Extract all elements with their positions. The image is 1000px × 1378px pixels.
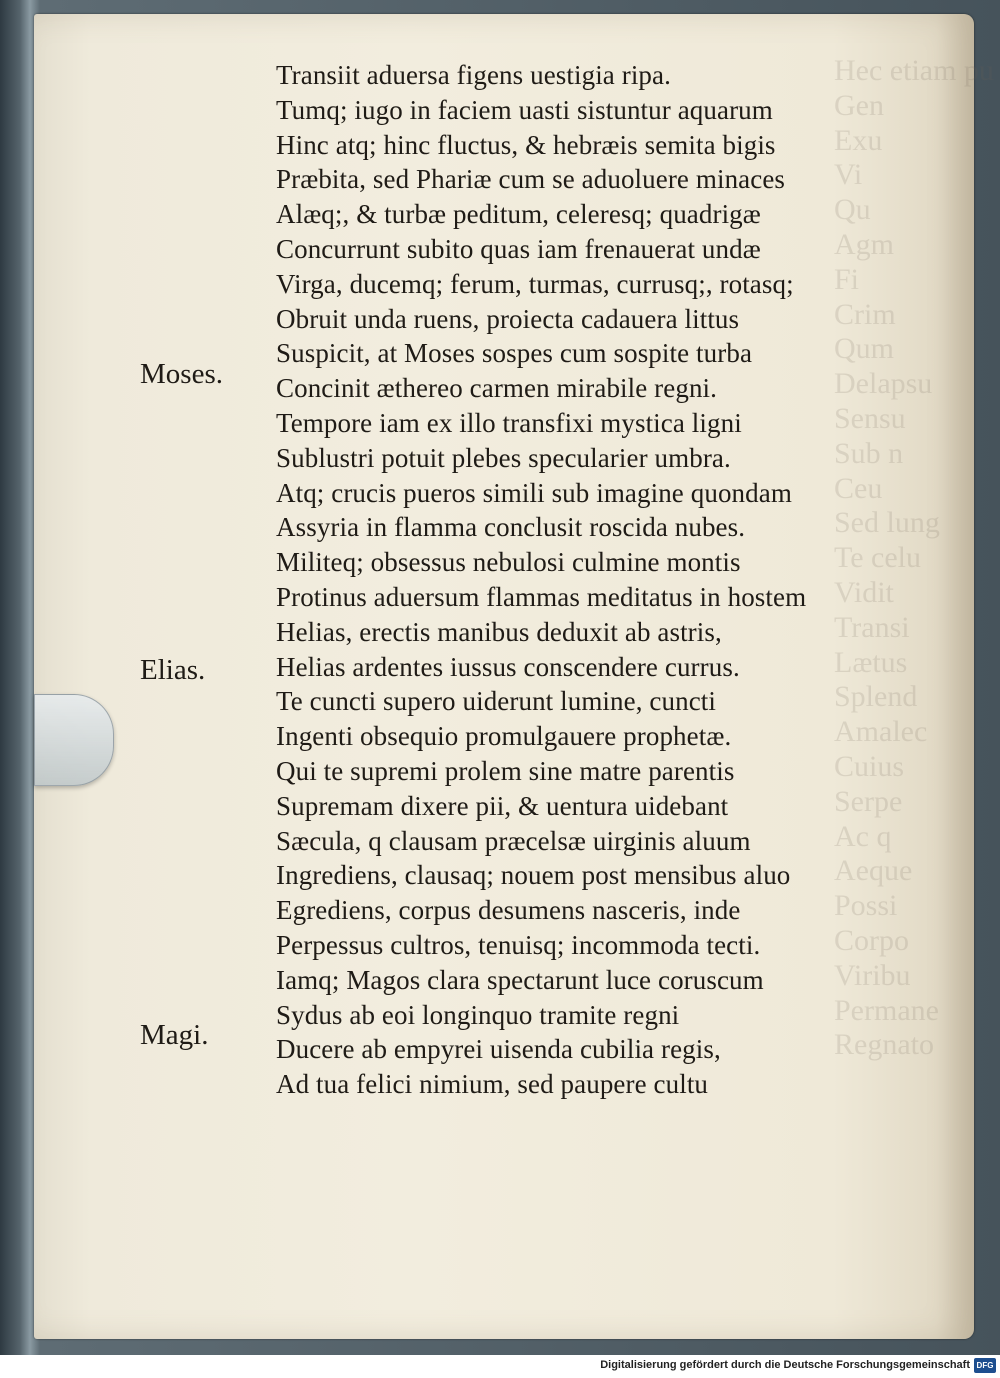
verse-line: Ad tua felici nimium, sed paupere cultu [276,1069,709,1100]
funding-credit: Digitalisierung gefördert durch die Deutsche Forschungsgemeinschaft [600,1359,970,1371]
verse-line: Egrediens, corpus desumens nasceris, inde [276,895,741,926]
verse-line: Sæcula, q clausam præcelsæ uirginis aluum [276,825,751,856]
dfg-logo-icon: DFG [974,1358,996,1373]
verse-line: Sydus ab eoi longinquo tramite regni [276,999,680,1030]
page-clip [34,694,114,786]
verse-line: Concurrunt subito quas iam frenauerat undæ [276,233,761,264]
verse-line: Virga, ducemq; ferum, turmas, currusq;, rotasq; [276,268,794,299]
verse-line: Protinus aduersum flammas meditatus in hostem [276,581,807,612]
verse-line: Obruit unda ruens, proiecta cadauera littus [276,303,740,334]
verse-line: Transiit aduersa figens uestigia ripa. [276,60,671,90]
verse-line: Tempore iam ex illo transfixi mystica ligni [276,407,742,438]
verse-line: Tumq; iugo in faciem uasti sistuntur aquarum [276,94,773,125]
verse-line: Sublustri potuit plebes specularier umbra. [276,442,731,473]
verse-line: Ingenti obsequio promulgauere prophetæ. [276,721,732,752]
verse-line: Helias ardentes iussus conscendere currus. [276,651,740,682]
footer-bar [0,1355,1000,1378]
verse-text [276,58,896,1102]
show-through-text: Hec etiam pu Gen Exu Vi Qu Agm Fi Crim Qum Delapsu Sensu Sub n Ceu Sed lung Te celu Vidit Transi Lætus Splend Amalec Cuius Serpe Ac q Aeque Possi Corpo Viribu Permane Regnato [834,54,994,1062]
verse-line: Ducere ab empyrei uisenda cubilia regis, [276,1034,721,1065]
verse-line: Iamq; Magos clara spectarunt luce coruscum [276,964,764,995]
verse-line: Qui te supremi prolem sine matre parentis [276,755,735,786]
verse-line: Helias, erectis manibus deduxit ab astris, [276,616,722,647]
margin-note-moses: Moses. [140,358,223,390]
margin-note-elias: Elias. [140,654,206,686]
verse-line: Perpessus cultros, tenuisq; incommoda tecti. [276,929,761,960]
verse-line: Alæq;, & turbæ peditum, celeresq; quadrigæ [276,199,761,230]
verse-line: Militeq; obsessus nebulosi culmine montis [276,547,741,578]
verse-line: Hinc atq; hinc fluctus, & hebræis semita bigis [276,129,776,160]
margin-note-magi: Magi. [140,1019,209,1051]
verse-line: Te cuncti supero uiderunt lumine, cuncti [276,686,716,717]
verse-line: Assyria in flamma conclusit roscida nubes. [276,512,746,543]
verse-line: Ingrediens, clausaq; nouem post mensibus aluo [276,860,791,891]
verse-line: Atq; crucis pueros simili sub imagine quondam [276,477,792,508]
verse-line: Suspicit, at Moses sospes cum sospite turba [276,338,753,369]
verse-line: Præbita, sed Phariæ cum se aduoluere minaces [276,164,786,195]
verse-line: Supremam dixere pii, & uentura uidebant [276,790,729,821]
verse-line: Concinit æthereo carmen mirabile regni. [276,373,718,404]
